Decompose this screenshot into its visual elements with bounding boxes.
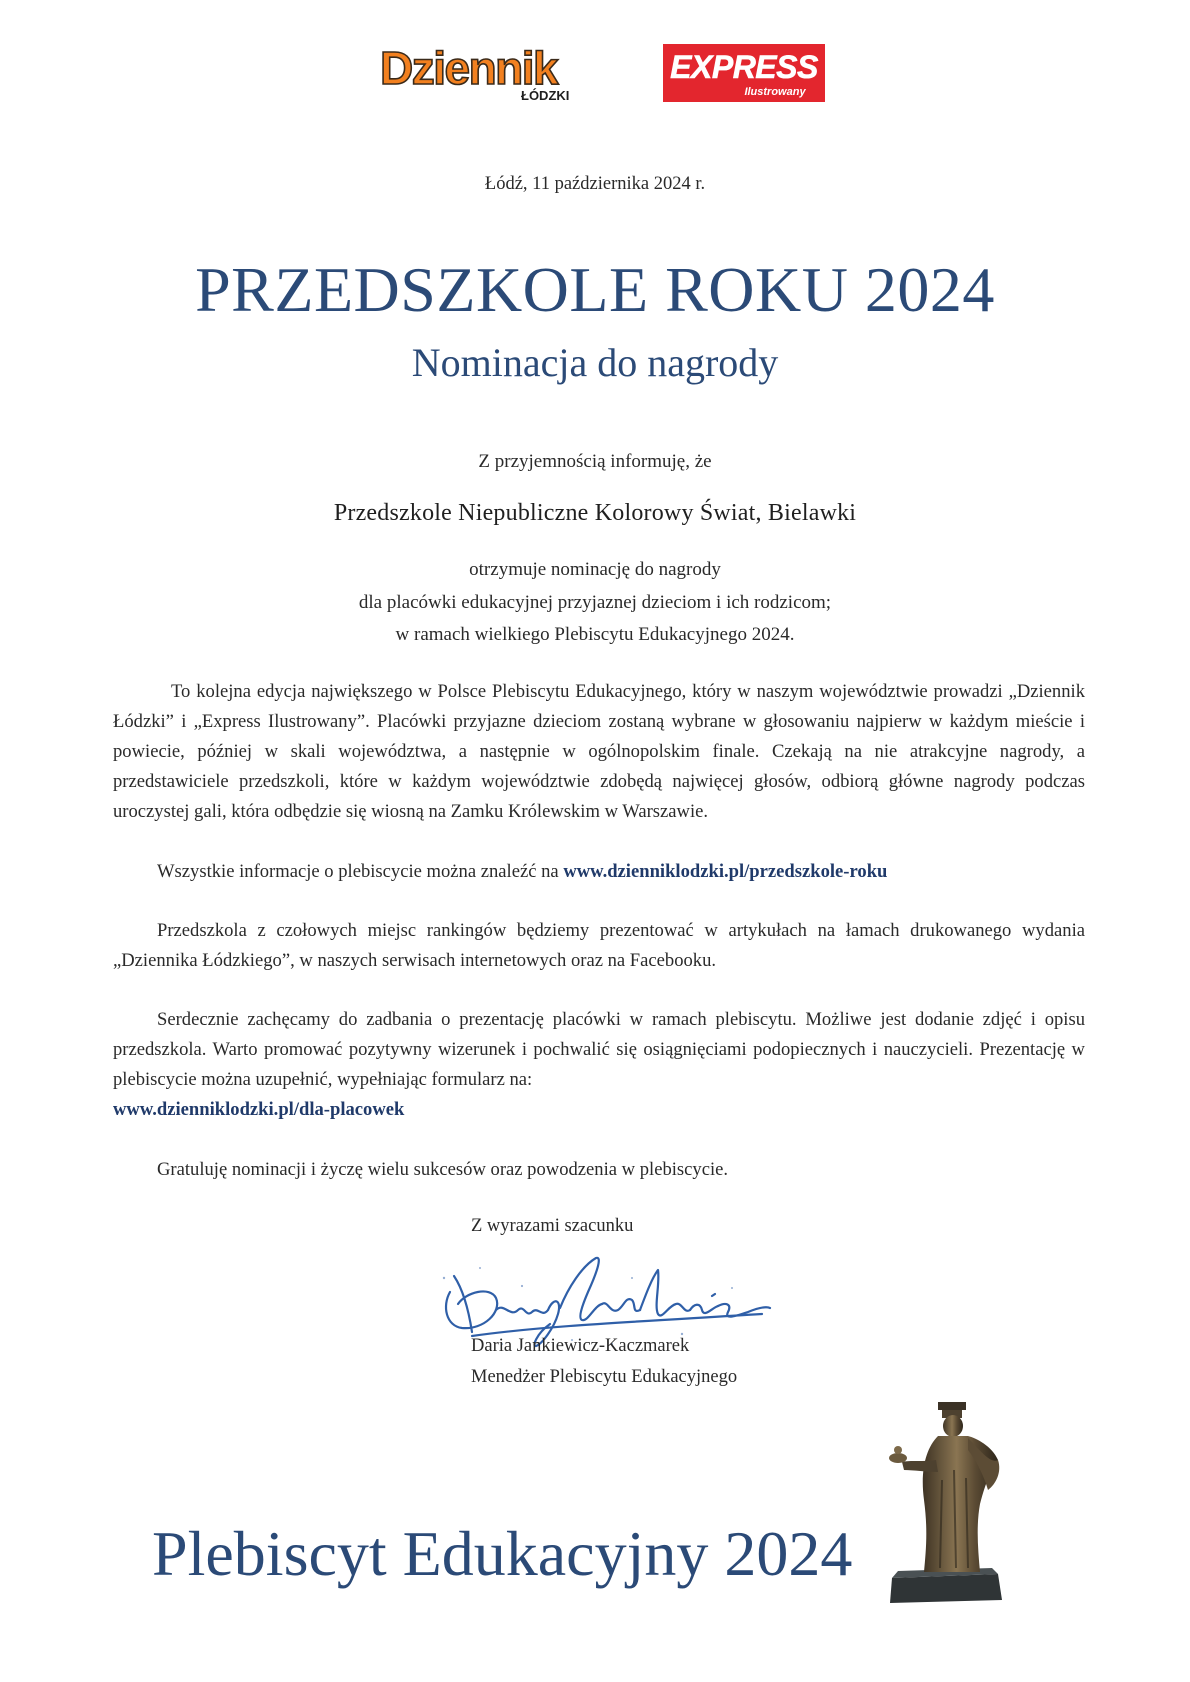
- page-title: PRZEDSZKOLE ROKU 2024: [195, 254, 995, 325]
- closing-line: Z wyrazami szacunku: [471, 1216, 634, 1236]
- signer-name: Daria Jankiewicz-Kaczmarek: [471, 1336, 690, 1356]
- svg-text:Dziennik: Dziennik: [380, 42, 558, 94]
- nomination-lines: [0, 554, 1190, 652]
- express-ilustrowany-logo: [663, 44, 825, 102]
- svg-text:ŁÓDZKI: ŁÓDZKI: [521, 88, 570, 103]
- page-subtitle: Nominacja do nagrody: [411, 340, 779, 385]
- svg-text:Ilustrowany: Ilustrowany: [744, 86, 806, 98]
- footer-title: Plebiscyt Edukacyjny 2024: [152, 1518, 853, 1589]
- paragraph-encourage: [113, 1005, 1085, 1125]
- paragraph-edition: To kolejna edycja największego w Polsce Plebiscytu Edukacyjnego, który w naszym województwie prowadzi „Dziennik Łódzki” i „Express Ilustrowany”. Placówki przyjazne dzieciom zostaną wybrane w głosowaniu najpierw w każdym mieście i powiecie, później w skali województwa, a następnie w ogólnopolskim finale. Czekają na nie atrakcyjne nagrody, a przedstawiciele przedszkoli, które w każdym województwie zdobędą najwięcej głosów, odbiorą główne nagrody podczas uroczystej gali, która odbędzie się wiosną na Zamku Królewskim w Warszawie.: [113, 681, 1085, 822]
- paragraph-info: [113, 857, 1085, 887]
- dziennik-lodzki-logo: [376, 40, 606, 106]
- award-statuette-icon: [880, 1400, 1015, 1605]
- svg-text:EXPRESS: EXPRESS: [670, 49, 818, 85]
- intro-line: Z przyjemnością informuję, że: [478, 451, 712, 472]
- letter-date: Łódź, 11 października 2024 r.: [484, 174, 706, 194]
- signer-role: Menedżer Plebiscytu Edukacyjnego: [471, 1367, 738, 1387]
- nomination-line: dla placówki edukacyjnej przyjaznej dzieciom i ich rodzicom;: [358, 591, 832, 613]
- nomination-line: otrzymuje nominację do nagrody: [469, 559, 721, 580]
- school-name: Przedszkole Niepubliczne Kolorowy Świat, Bielawki: [333, 500, 857, 526]
- link-przedszkole-roku[interactable]: www.dzienniklodzki.pl/przedszkole-roku: [563, 861, 888, 882]
- paragraph-congrats: Gratuluję nominacji i życzę wielu sukcesów oraz powodzenia w plebiscycie.: [157, 1159, 729, 1180]
- nomination-line: w ramach wielkiego Plebiscytu Edukacyjnego 2024.: [395, 624, 795, 645]
- paragraph-presentation: Przedszkola z czołowych miejsc rankingów będziemy prezentować w artykułach na łamach drukowanego wydania „Dziennika Łódzkiego”, w naszych serwisach internetowych oraz na Facebooku.: [113, 920, 1085, 971]
- paragraph-info-text: Wszystkie informacje o plebiscycie można znaleźć na: [157, 861, 559, 882]
- paragraph-encourage-text: Serdecznie zachęcamy do zadbania o prezentację placówki w ramach plebiscytu. Możliwe jest dodanie zdjęć i opisu przedszkola. Warto promować pozytywny wizerunek i pochwalić się osiągnięciami podopiecznych i nauczycieli. Prezentację w plebiscycie można uzupełnić, wypełniając formularz na:: [113, 1009, 1085, 1090]
- link-dla-placowek[interactable]: www.dzienniklodzki.pl/dla-placowek: [113, 1099, 405, 1120]
